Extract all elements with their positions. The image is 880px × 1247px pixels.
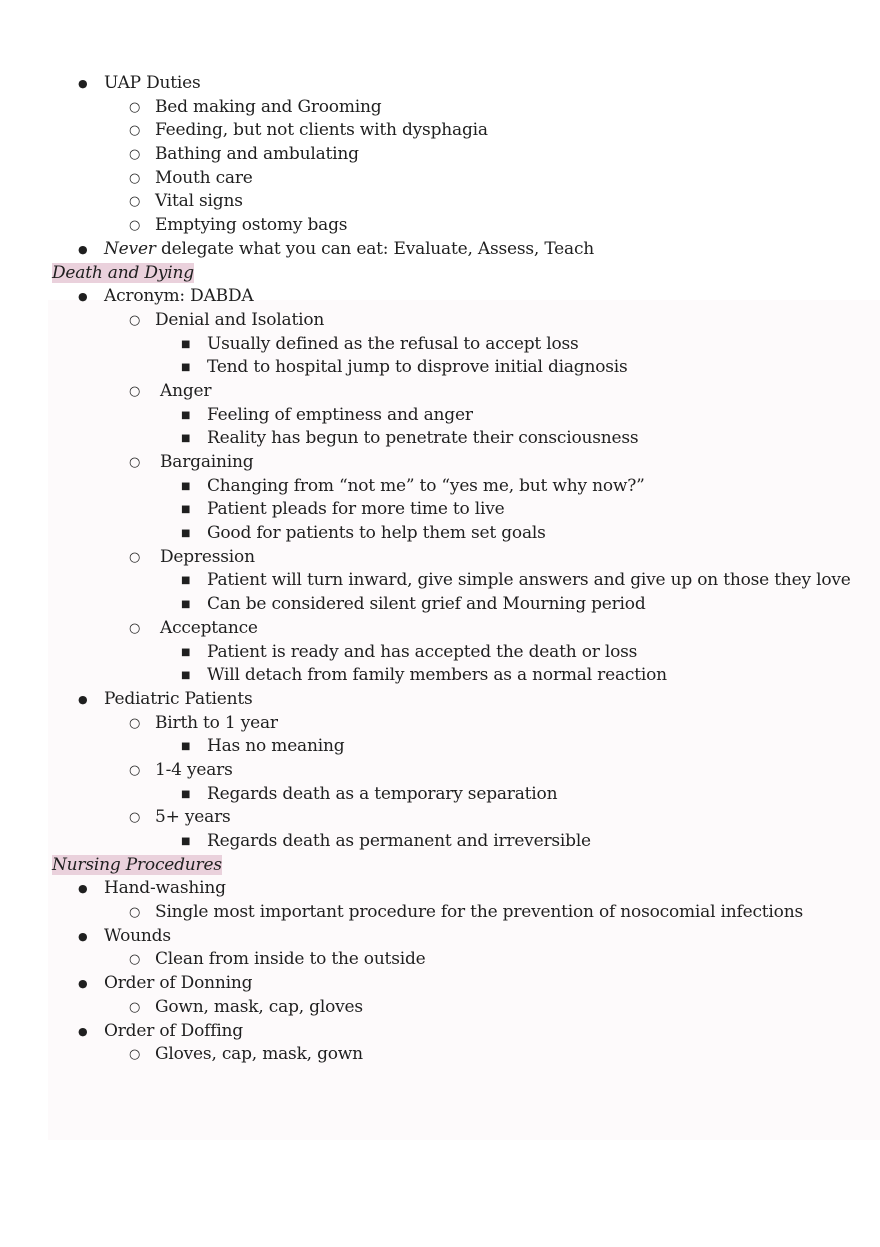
procedures-heading-text: Nursing Procedures: [52, 854, 222, 875]
procedure-item: ● Order of Doffing: [0, 1020, 880, 1044]
document-body: [0, 72, 880, 1067]
never-delegate-item: [0, 238, 880, 262]
procedure-detail: ○ Single most important procedure for the prevention of nosocomial infections: [0, 901, 880, 925]
procedure-detail: ○ Gloves, cap, mask, gown: [0, 1043, 880, 1067]
age-group: ○ 5+ years: [0, 806, 880, 830]
stage-point: ■ Patient pleads for more time to live: [0, 498, 880, 522]
stage-point: ■ Reality has begun to penetrate their consciousness: [0, 427, 880, 451]
age-point: ■ Regards death as permanent and irreversible: [0, 830, 880, 854]
age-group: ○ 1-4 years: [0, 759, 880, 783]
section-heading-death: [0, 262, 880, 286]
stage-anger: ○ Anger: [0, 380, 880, 404]
stage-point: ■ Tend to hospital jump to disprove initial diagnosis: [0, 356, 880, 380]
stage-point: ■ Usually defined as the refusal to accept loss: [0, 333, 880, 357]
uap-duty: ○ Feeding, but not clients with dysphagia: [0, 119, 880, 143]
age-point: ■ Regards death as a temporary separation: [0, 783, 880, 807]
stage-point: ■ Feeling of emptiness and anger: [0, 404, 880, 428]
age-point: ■ Has no meaning: [0, 735, 880, 759]
uap-duty: ○ Bed making and Grooming: [0, 96, 880, 120]
stage-point: ■ Can be considered silent grief and Mourning period: [0, 593, 880, 617]
procedure-item: ● Hand-washing: [0, 877, 880, 901]
uap-duty: ○ Vital signs: [0, 190, 880, 214]
procedure-detail: ○ Clean from inside to the outside: [0, 948, 880, 972]
stage-point: ■ Will detach from family members as a normal reaction: [0, 664, 880, 688]
uap-duty: ○ Mouth care: [0, 167, 880, 191]
stage-denial: ○ Denial and Isolation: [0, 309, 880, 333]
uap-duties-item: ● UAP Duties: [0, 72, 880, 96]
procedure-item: ● Order of Donning: [0, 972, 880, 996]
procedure-item: ● Wounds: [0, 925, 880, 949]
section-heading-procedures: [0, 854, 880, 878]
pediatric-item: ● Pediatric Patients: [0, 688, 880, 712]
never-emphasis: Never: [104, 238, 156, 259]
uap-duty: ○ Bathing and ambulating: [0, 143, 880, 167]
never-delegate-text: delegate what you can eat: Evaluate, Assess, Teach: [155, 238, 595, 259]
stage-bargaining: ○ Bargaining: [0, 451, 880, 475]
stage-point: ■ Good for patients to help them set goals: [0, 522, 880, 546]
stage-point: ■ Patient will turn inward, give simple answers and give up on those they love: [0, 569, 880, 593]
stage-point: ■ Changing from “not me” to “yes me, but why now?”: [0, 475, 880, 499]
stage-depression: ○ Depression: [0, 546, 880, 570]
uap-duty: ○ Emptying ostomy bags: [0, 214, 880, 238]
age-group: ○ Birth to 1 year: [0, 712, 880, 736]
procedure-detail: ○ Gown, mask, cap, gloves: [0, 996, 880, 1020]
acronym-item: ● Acronym: DABDA: [0, 285, 880, 309]
death-heading-text: Death and Dying: [52, 262, 194, 283]
stage-acceptance: ○ Acceptance: [0, 617, 880, 641]
stage-point: ■ Patient is ready and has accepted the death or loss: [0, 641, 880, 665]
